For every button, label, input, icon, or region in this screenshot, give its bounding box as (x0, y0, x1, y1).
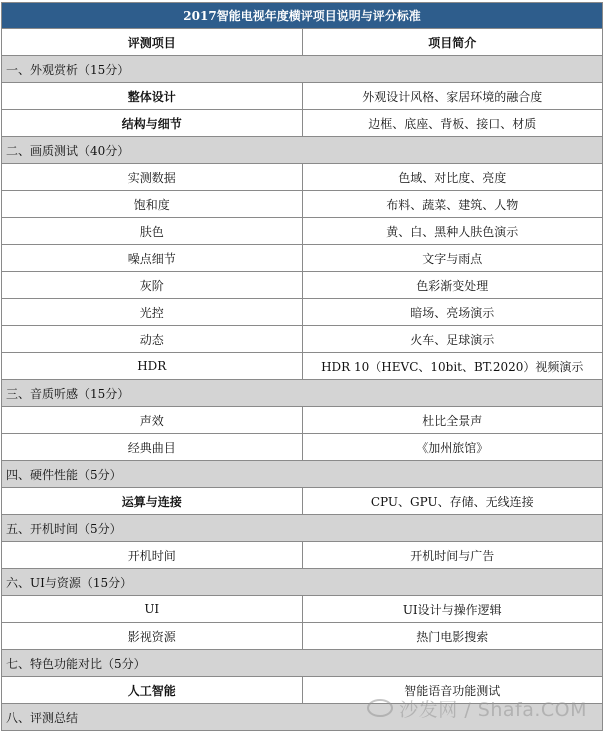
item-name: 结构与细节 (2, 110, 303, 137)
item-description: 文字与雨点 (302, 245, 603, 272)
table-row (2, 110, 603, 137)
item-description: HDR 10（HEVC、10bit、BT.2020）视频演示 (302, 353, 603, 380)
section-row (2, 515, 603, 542)
watermark-text: 沙发网 / Shafa.COM (399, 699, 587, 721)
item-name: 影视资源 (2, 623, 303, 650)
item-description: 智能语音功能测试 (302, 677, 603, 704)
table-row (2, 326, 603, 353)
section-row (2, 56, 603, 83)
item-description: 布料、蔬菜、建筑、人物 (302, 191, 603, 218)
table-row (2, 407, 603, 434)
item-description: 色彩渐变处理 (302, 272, 603, 299)
section-label: 四、硬件性能（5分） (2, 461, 603, 488)
item-name: 肤色 (2, 218, 303, 245)
item-name: 运算与连接 (2, 488, 303, 515)
item-description: 杜比全景声 (302, 407, 603, 434)
table-row (2, 164, 603, 191)
table-row (2, 245, 603, 272)
item-description: 边框、底座、背板、接口、材质 (302, 110, 603, 137)
table-row (2, 677, 603, 704)
table-row (2, 542, 603, 569)
item-description: 暗场、亮场演示 (302, 299, 603, 326)
section-row (2, 704, 603, 731)
item-name: 经典曲目 (2, 434, 303, 461)
item-description: 开机时间与广告 (302, 542, 603, 569)
section-label: 一、外观赏析（15分） (2, 56, 603, 83)
item-name: 实测数据 (2, 164, 303, 191)
section-label: 五、开机时间（5分） (2, 515, 603, 542)
item-name: UI (2, 596, 303, 623)
title-row (2, 3, 603, 29)
table-title: 2017智能电视年度横评项目说明与评分标准 (2, 3, 603, 29)
section-label: 八、评测总结 (2, 704, 603, 731)
item-name: HDR (2, 353, 303, 380)
item-name: 灰阶 (2, 272, 303, 299)
table-row (2, 191, 603, 218)
section-row (2, 569, 603, 596)
table-row (2, 353, 603, 380)
item-name: 声效 (2, 407, 303, 434)
table-row (2, 596, 603, 623)
header-desc: 项目简介 (302, 29, 603, 56)
header-item: 评测项目 (2, 29, 303, 56)
item-name: 人工智能 (2, 677, 303, 704)
evaluation-table (1, 2, 603, 731)
item-name: 动态 (2, 326, 303, 353)
item-description: 外观设计风格、家居环境的融合度 (302, 83, 603, 110)
item-description: 热门电影搜索 (302, 623, 603, 650)
section-row (2, 137, 603, 164)
item-name: 开机时间 (2, 542, 303, 569)
section-label: 七、特色功能对比（5分） (2, 650, 603, 677)
section-label: 六、UI与资源（15分） (2, 569, 603, 596)
table-row (2, 488, 603, 515)
table-row (2, 299, 603, 326)
item-description: 黄、白、黑种人肤色演示 (302, 218, 603, 245)
item-description: 《加州旅馆》 (302, 434, 603, 461)
section-row (2, 380, 603, 407)
table-row (2, 83, 603, 110)
item-name: 整体设计 (2, 83, 303, 110)
item-name: 光控 (2, 299, 303, 326)
section-label: 三、音质听感（15分） (2, 380, 603, 407)
table-row (2, 218, 603, 245)
section-row (2, 461, 603, 488)
item-description: 火车、足球演示 (302, 326, 603, 353)
table-row (2, 623, 603, 650)
table-row (2, 272, 603, 299)
item-name: 噪点细节 (2, 245, 303, 272)
header-row (2, 29, 603, 56)
table-row (2, 434, 603, 461)
item-description: CPU、GPU、存储、无线连接 (302, 488, 603, 515)
item-description: UI设计与操作逻辑 (302, 596, 603, 623)
section-label: 二、画质测试（40分） (2, 137, 603, 164)
table-body (2, 3, 603, 731)
item-description: 色域、对比度、亮度 (302, 164, 603, 191)
item-name: 饱和度 (2, 191, 303, 218)
section-row (2, 650, 603, 677)
